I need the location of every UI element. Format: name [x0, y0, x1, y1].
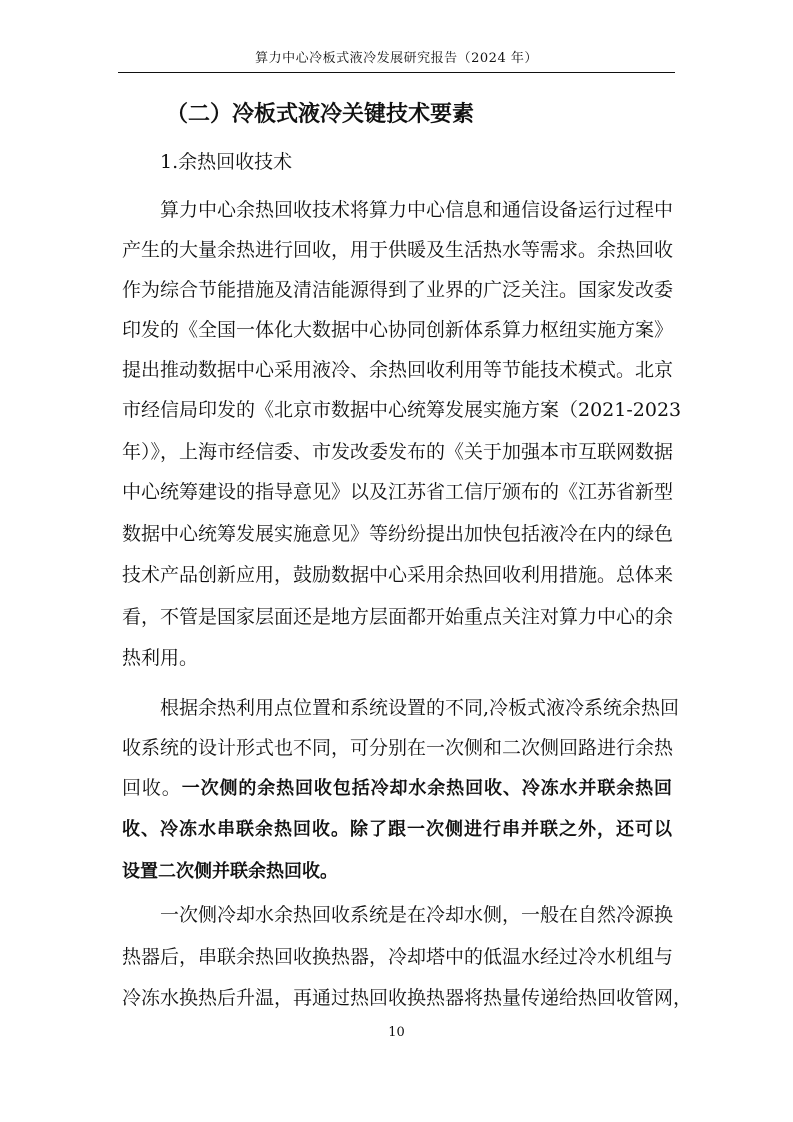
paragraph-2-bold-line: 设置二次侧并联余热回收。 — [122, 861, 338, 882]
paragraph-2-normal-text: 回收。 — [122, 777, 182, 799]
paragraph-1-line: 中心统筹建设的指导意见》以及江苏省工信厅颁布的《江苏省新型 — [122, 481, 674, 503]
paragraph-3-line: 冷冻水换热后升温，再通过热回收换热器将热量传递给热回收管网， — [122, 987, 693, 1009]
paragraph-2-line: 收系统的设计形式也不同，可分别在一次侧和二次侧回路进行余热 — [122, 737, 674, 759]
paragraph-1-line: 产生的大量余热进行回收，用于供暖及生活热水等需求。余热回收 — [122, 239, 674, 261]
paragraph-3-line: 热器后，串联余热回收换热器，冷却塔中的低温水经过冷水机组与 — [122, 946, 674, 968]
paragraph-1-line: 技术产品创新应用，鼓励数据中心采用余热回收利用措施。总体来 — [122, 564, 674, 586]
paragraph-1-line: 热利用。 — [122, 647, 199, 669]
page-number: 10 — [388, 1025, 405, 1040]
paragraph-1-line: 年）》，上海市经信委、市发改委发布的《关于加强本市互联网数据 — [122, 441, 674, 463]
header-divider — [118, 72, 675, 73]
section-title: （二）冷板式液冷关键技术要素 — [166, 102, 475, 127]
paragraph-2-line: 根据余热利用点位置和系统设置的不同,冷板式液冷系统余热回 — [160, 697, 680, 719]
paragraph-1-line: 数据中心统筹发展实施意见》等纷纷提出加快包括液冷在内的绿色 — [122, 523, 674, 545]
paragraph-1-line: 提出推动数据中心采用液冷、余热回收利用等节能技术模式。北京 — [122, 359, 674, 381]
paragraph-1-line: 印发的《全国一体化大数据中心协同创新体系算力枢纽实施方案》 — [122, 319, 674, 341]
paragraph-3-line: 一次侧冷却水余热回收系统是在冷却水侧，一般在自然冷源换 — [160, 904, 674, 926]
paragraph-2-bold-line: 收、冷冻水串联余热回收。除了跟一次侧进行串并联之外，还可以 — [122, 819, 672, 840]
paragraph-1-line: 市经信局印发的《北京市数据中心统筹发展实施方案（2021-2023 — [122, 399, 682, 421]
paragraph-1-line: 作为综合节能措施及清洁能源得到了业界的广泛关注。国家发改委 — [122, 279, 674, 301]
subsection-title: 1.余热回收技术 — [160, 151, 293, 173]
paragraph-1-line: 看，不管是国家层面还是地方层面都开始重点关注对算力中心的余 — [122, 606, 674, 628]
running-header: 算力中心冷板式液冷发展研究报告（2024 年） — [255, 51, 538, 66]
paragraph-2-line — [122, 773, 672, 803]
paragraph-1-line: 算力中心余热回收技术将算力中心信息和通信设备运行过程中 — [160, 199, 674, 221]
paragraph-2-bold-text: 一次侧的余热回收包括冷却水余热回收、冷冻水并联余热回 — [181, 778, 672, 799]
